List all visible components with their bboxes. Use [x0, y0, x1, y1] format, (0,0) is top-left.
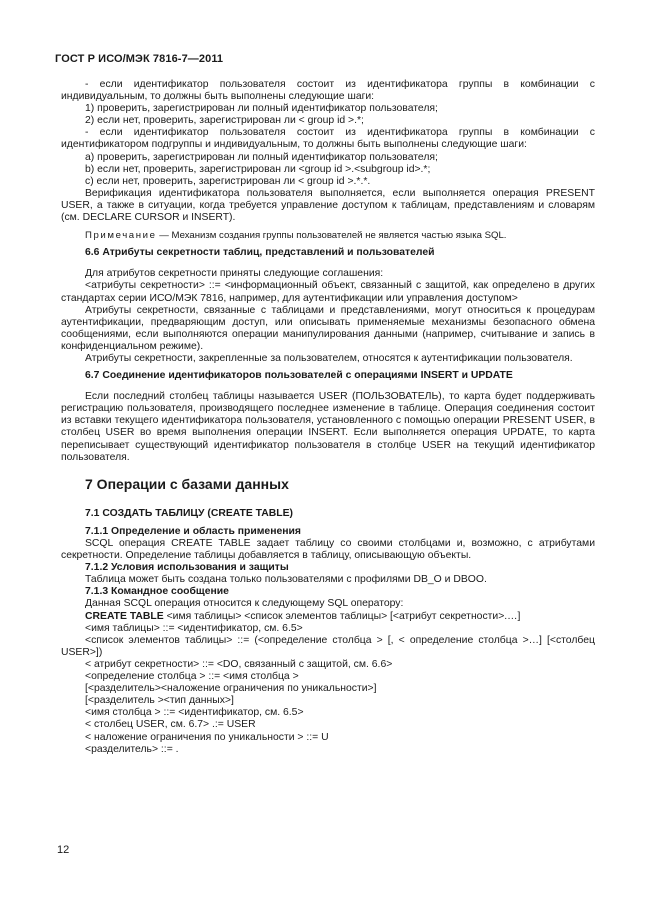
list-item: 1) проверить, зарегистрирован ли полный идентификатор пользователя;	[85, 103, 438, 115]
paragraph: - если идентификатор пользователя состоит из идентификатора группы в комбинации с индивидуальным, то должны быть выполнены следующие шаги:	[61, 79, 595, 103]
section-heading-6-7: 6.7 Соединение идентификаторов пользователей с операциями INSERT и UPDATE	[85, 370, 513, 382]
chapter-heading-7: 7 Операции с базами данных	[85, 475, 289, 492]
syntax-line: < атрибут секретности> ::= <DO, связанный с защитой, см. 6.6>	[85, 658, 393, 670]
page-number: 12	[57, 844, 70, 856]
note-dash: —	[156, 230, 172, 242]
paragraph: Верификация идентификатора пользователя выполняется, если выполняется операция PRESENT USER, а также в ситуации, когда требуется управление доступом к таблицам, представлениям и словарям (см. DECLARE CURSOR и INSERT).	[61, 187, 595, 224]
syntax-line: < наложение ограничения по уникальности > ::= U	[85, 731, 329, 743]
paragraph: Данная SCQL операция относится к следующему SQL оператору:	[85, 598, 404, 610]
syntax-line: <имя столбца > ::= <идентификатор, см. 6.5>	[85, 707, 304, 719]
syntax-line: <определение столбца > ::= <имя столбца >	[85, 671, 299, 683]
paragraph: SCQL операция CREATE TABLE задает таблицу со своими столбцами и, возможно, с атрибутами секретности. Определение таблицы добавляется в таблицу, описывающую объекты.	[61, 538, 595, 562]
syntax-line: [<разделитель ><тип данных>]	[85, 695, 234, 707]
paragraph: Атрибуты секретности, закрепленные за пользователем, относятся к аутентификации пользователя.	[85, 352, 573, 364]
syntax-text: <имя таблицы> <список элементов таблицы> [<атрибут секретности>.…]	[166, 610, 521, 622]
syntax-line: <имя таблицы> ::= <идентификатор, см. 6.5>	[85, 622, 303, 634]
paragraph: <атрибуты секретности> ::= <информационный объект, связанный с защитой, как определено в других стандартах серии ИСО/МЭК 7816, например, для аутентификации или управления доступом>	[61, 280, 595, 304]
list-item: b) если нет, проверить, зарегистрирован ли <group id >.<subgroup id>.*;	[85, 163, 431, 175]
create-table-keyword: CREATE TABLE	[85, 610, 164, 622]
page-body	[61, 79, 595, 756]
syntax-line: [<разделитель><наложение ограничения по уникальности>]	[85, 683, 377, 695]
note-text: Механизм создания группы пользователей не является частью языка SQL.	[171, 230, 507, 242]
paragraph: Если последний столбец таблицы называется USER (ПОЛЬЗОВАТЕЛЬ), то карта будет поддерживать регистрацию пользователя, производящего последнее изменение в таблице. Операция соединения состоит из вставки текущего идентификатора пользователя, установленного с помощью операции PRESENT USER, в столбец USER во время выполнения операции INSERT. Если выполняется операция UPDATE, то карта переписывает существующий идентификатор пользователя в столбце USER на текущий идентификатор пользователя.	[61, 391, 595, 463]
note-label: Примечание	[85, 230, 157, 242]
syntax-line	[61, 611, 595, 623]
list-item: с) если нет, проверить, зарегистрирован ли < group id >.*.*.	[85, 175, 371, 187]
syntax-line: <разделитель> ::= .	[85, 743, 179, 755]
note	[61, 230, 595, 242]
paragraph: Таблица может быть создана только пользователями с профилями DB_O и DBOO.	[85, 574, 487, 586]
subsection-heading-7-1-2: 7.1.2 Условия использования и защиты	[85, 562, 289, 574]
running-header: ГОСТ Р ИСО/МЭК 7816-7—2011	[55, 53, 224, 65]
syntax-line: <список элементов таблицы> ::= (<определение столбца > [, < определение столбца >…] [<столбец USER>])	[61, 634, 595, 658]
section-heading-6-6: 6.6 Атрибуты секретности таблиц, представлений и пользователей	[85, 247, 435, 259]
section-heading-7-1: 7.1 СОЗДАТЬ ТАБЛИЦУ (CREATE TABLE)	[85, 507, 293, 519]
subsection-heading-7-1-1: 7.1.1 Определение и область применения	[85, 525, 301, 537]
subsection-heading-7-1-3: 7.1.3 Командное сообщение	[85, 586, 229, 598]
paragraph: Для атрибутов секретности приняты следующие соглашения:	[85, 268, 384, 280]
list-item: а) проверить, зарегистрирован ли полный идентификатор пользователя;	[85, 151, 438, 163]
paragraph: - если идентификатор пользователя состоит из идентификатора группы в комбинации с идентификатором подгруппы и индивидуальным, то должны быть выполнены следующие шаги:	[61, 127, 595, 151]
syntax-line: < столбец USER, см. 6.7> .:= USER	[85, 719, 256, 731]
list-item: 2) если нет, проверить, зарегистрирован ли < group id >.*;	[85, 115, 364, 127]
paragraph: Атрибуты секретности, связанные с таблицами и представлениями, могут относиться к процедурам аутентификации, предваряющим доступ, или описывать применяемые механизмы безопасного обмена сообщениями, если выполняются операции манипулирования данными (например, считывание и запись в конфиденциальном режиме).	[61, 304, 595, 352]
